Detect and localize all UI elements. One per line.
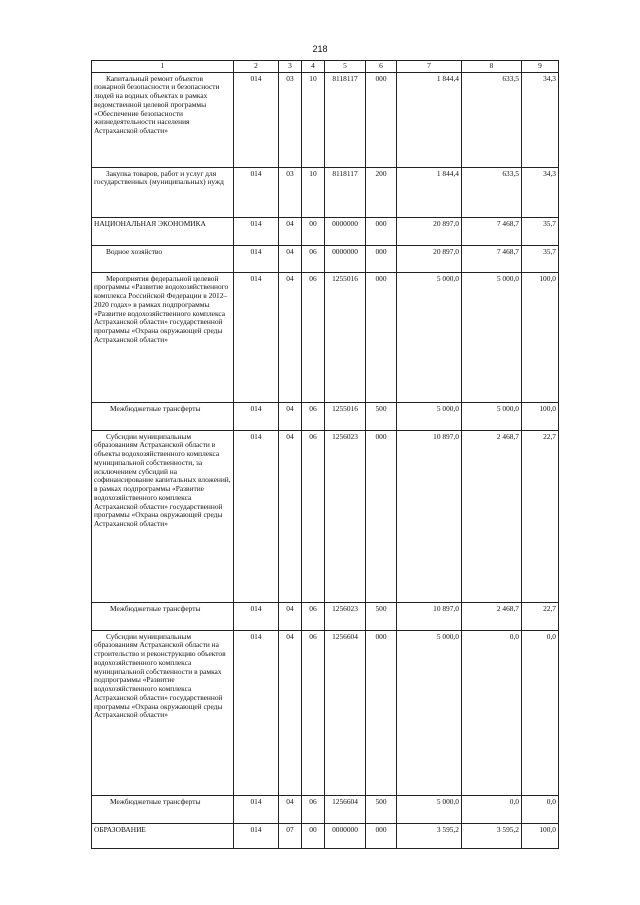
cell-section: 04	[279, 630, 302, 795]
header-cell: 2	[234, 61, 279, 73]
cell-target-article: 8118117	[325, 72, 366, 167]
cell-plan: 5 000,0	[397, 630, 462, 795]
cell-expense-type: 000	[366, 823, 397, 848]
cell-section: 04	[279, 402, 302, 430]
cell-expense-type: 500	[366, 795, 397, 823]
cell-actual: 0,0	[462, 630, 522, 795]
cell-section: 07	[279, 823, 302, 848]
cell-plan: 1 844,4	[397, 72, 462, 167]
cell-actual: 7 468,7	[462, 245, 522, 272]
row-name: Межбюджетные трансферты	[92, 402, 234, 430]
cell-plan: 5 000,0	[397, 402, 462, 430]
cell-target-article: 0000000	[325, 217, 366, 245]
cell-actual: 3 595,2	[462, 823, 522, 848]
cell-actual: 0,0	[462, 795, 522, 823]
cell-actual: 2 468,7	[462, 430, 522, 602]
cell-subsection: 06	[302, 602, 325, 630]
cell-percent: 34,3	[522, 167, 559, 217]
cell-subsection: 06	[302, 430, 325, 602]
table-row	[92, 602, 559, 630]
header-row	[92, 61, 559, 73]
row-name: ОБРАЗОВАНИЕ	[92, 823, 234, 848]
row-name: Субсидии муниципальным образованиям Астраханской области на строительство и реконструкцию объектов водохозяйственного комплекса муниципальной собственности в рамках подпрограммы «Развитие водохозяйственного комплекса Астраханской области» государственной программы «Охрана окружающей среды Астраханской области»	[92, 630, 234, 795]
cell-subsection: 06	[302, 272, 325, 402]
cell-subsection: 10	[302, 72, 325, 167]
cell-expense-type: 000	[366, 72, 397, 167]
header-cell: 8	[462, 61, 522, 73]
cell-section: 04	[279, 602, 302, 630]
cell-target-article: 1256023	[325, 430, 366, 602]
row-name: НАЦИОНАЛЬНАЯ ЭКОНОМИКА	[92, 217, 234, 245]
cell-actual: 7 468,7	[462, 217, 522, 245]
cell-ministry: 014	[234, 823, 279, 848]
cell-expense-type: 000	[366, 630, 397, 795]
cell-actual: 5 000,0	[462, 402, 522, 430]
cell-percent: 100,0	[522, 402, 559, 430]
cell-target-article: 8118117	[325, 167, 366, 217]
cell-section: 04	[279, 245, 302, 272]
cell-plan: 10 897,0	[397, 430, 462, 602]
table-row	[92, 245, 559, 272]
cell-section: 03	[279, 167, 302, 217]
cell-subsection: 06	[302, 245, 325, 272]
cell-expense-type: 000	[366, 217, 397, 245]
table-row	[92, 402, 559, 430]
table-row	[92, 430, 559, 602]
cell-plan: 1 844,4	[397, 167, 462, 217]
header-cell: 1	[92, 61, 234, 73]
table-row	[92, 167, 559, 217]
cell-percent: 22,7	[522, 602, 559, 630]
header-cell: 3	[279, 61, 302, 73]
row-name: Субсидии муниципальным образованиям Астраханской области в объекты водохозяйственного комплекса муниципальной собственности, за исключением субсидий на софинансирование капитальных вложений, в рамках подпрограммы «Развитие водохозяйственного комплекса Астраханской области» государственной программы «Охрана окружающей среды Астраханской области»	[92, 430, 234, 602]
cell-section: 04	[279, 430, 302, 602]
cell-ministry: 014	[234, 245, 279, 272]
page-number: 218	[312, 44, 328, 54]
header-cell: 5	[325, 61, 366, 73]
cell-actual: 5 000,0	[462, 272, 522, 402]
cell-ministry: 014	[234, 402, 279, 430]
table-row	[92, 72, 559, 167]
cell-expense-type: 000	[366, 430, 397, 602]
cell-ministry: 014	[234, 167, 279, 217]
cell-section: 04	[279, 217, 302, 245]
cell-section: 03	[279, 72, 302, 167]
row-name: Капитальный ремонт объектов пожарной безопасности и безопасности людей на водных объектах в рамках ведомственной целевой программы «Обеспечение безопасности жизнедеятельности населения Астраханской области»	[92, 72, 234, 167]
cell-expense-type: 500	[366, 402, 397, 430]
cell-subsection: 00	[302, 823, 325, 848]
cell-ministry: 014	[234, 430, 279, 602]
cell-expense-type: 000	[366, 245, 397, 272]
row-name: Межбюджетные трансферты	[92, 795, 234, 823]
row-name: Межбюджетные трансферты	[92, 602, 234, 630]
cell-percent: 100,0	[522, 823, 559, 848]
cell-actual: 633,5	[462, 72, 522, 167]
cell-subsection: 06	[302, 795, 325, 823]
cell-target-article: 1256023	[325, 602, 366, 630]
row-name: Водное хозяйство	[92, 245, 234, 272]
cell-ministry: 014	[234, 72, 279, 167]
cell-plan: 10 897,0	[397, 602, 462, 630]
header-cell: 7	[397, 61, 462, 73]
cell-percent: 0,0	[522, 630, 559, 795]
table-row	[92, 630, 559, 795]
cell-percent: 34,3	[522, 72, 559, 167]
cell-plan: 5 000,0	[397, 795, 462, 823]
cell-target-article: 0000000	[325, 245, 366, 272]
cell-subsection: 10	[302, 167, 325, 217]
cell-target-article: 0000000	[325, 823, 366, 848]
budget-table	[91, 60, 559, 849]
cell-target-article: 1255016	[325, 402, 366, 430]
cell-ministry: 014	[234, 630, 279, 795]
cell-ministry: 014	[234, 272, 279, 402]
cell-subsection: 06	[302, 630, 325, 795]
row-name: Мероприятия федеральной целевой программы «Развитие водохозяйственного комплекса Российской Федерации в 2012–2020 годах» в рамках подпрограммы «Развитие водохозяйственного комплекса Астраханской области» государственной программы «Охрана окружающей среды Астраханской области»	[92, 272, 234, 402]
table-row	[92, 795, 559, 823]
cell-actual: 2 468,7	[462, 602, 522, 630]
header-cell: 4	[302, 61, 325, 73]
cell-ministry: 014	[234, 217, 279, 245]
cell-actual: 633,5	[462, 167, 522, 217]
cell-percent: 35,7	[522, 217, 559, 245]
cell-percent: 35,7	[522, 245, 559, 272]
row-name: Закупка товаров, работ и услуг для государственных (муниципальных) нужд	[92, 167, 234, 217]
cell-subsection: 00	[302, 217, 325, 245]
table-row	[92, 217, 559, 245]
table-row	[92, 272, 559, 402]
cell-section: 04	[279, 272, 302, 402]
cell-plan: 20 897,0	[397, 217, 462, 245]
cell-percent: 22,7	[522, 430, 559, 602]
cell-percent: 0,0	[522, 795, 559, 823]
cell-expense-type: 000	[366, 272, 397, 402]
header-cell: 9	[522, 61, 559, 73]
cell-subsection: 06	[302, 402, 325, 430]
cell-target-article: 1256604	[325, 630, 366, 795]
cell-section: 04	[279, 795, 302, 823]
cell-ministry: 014	[234, 602, 279, 630]
cell-plan: 20 897,0	[397, 245, 462, 272]
cell-percent: 100,0	[522, 272, 559, 402]
table-row	[92, 823, 559, 848]
cell-ministry: 014	[234, 795, 279, 823]
cell-expense-type: 200	[366, 167, 397, 217]
cell-plan: 3 595,2	[397, 823, 462, 848]
cell-target-article: 1255016	[325, 272, 366, 402]
cell-expense-type: 500	[366, 602, 397, 630]
cell-target-article: 1256604	[325, 795, 366, 823]
header-cell: 6	[366, 61, 397, 73]
cell-plan: 5 000,0	[397, 272, 462, 402]
